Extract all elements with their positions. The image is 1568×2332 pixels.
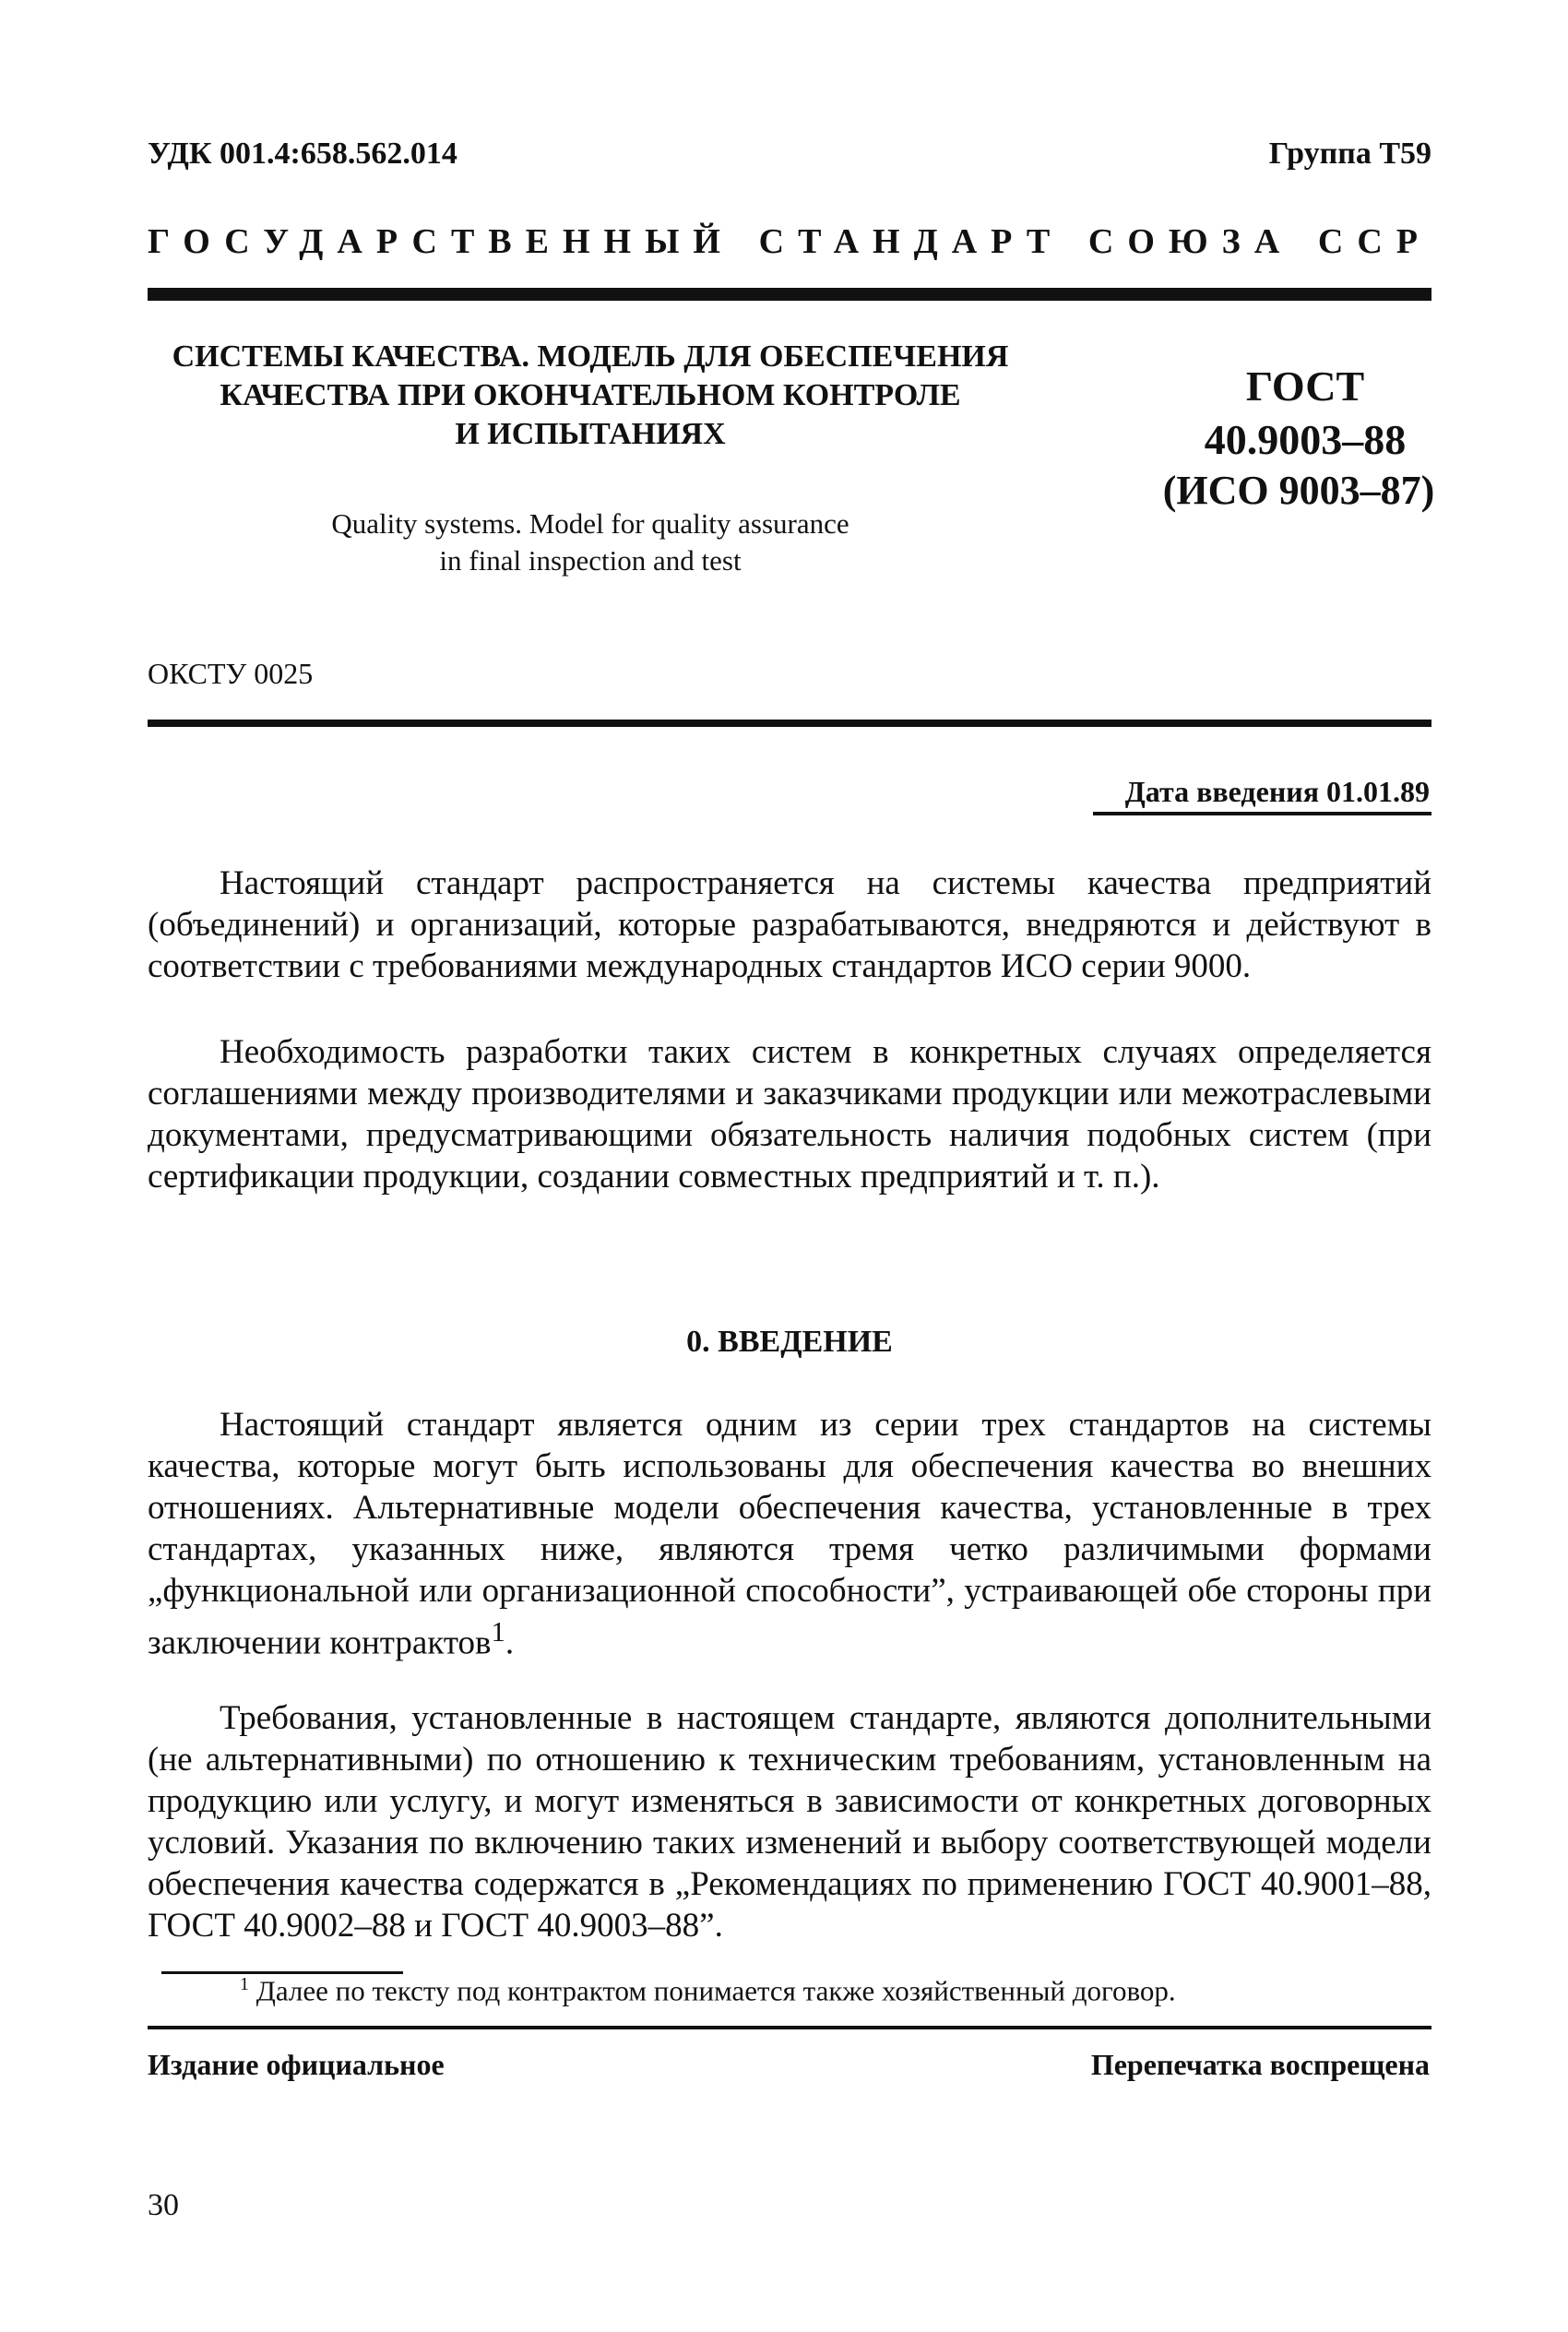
heading-word-standard: СТАНДАРТ xyxy=(758,222,1064,261)
paragraph-text: Необходимость разработки таких систем в конкретных случаях определяется соглашениями между производителями и заказчиками продукции или межотраслевыми документами, предусматривающими обязательность наличия подобных систем (при сертификации продукции, создании совместных предприятий и т. п.). xyxy=(148,1033,1431,1196)
paragraph-text: Требования, установленные в настоящем стандарте, являются дополнительными (не альтернативными) по отношению к техническим требованиям, установленным на продукцию или услугу, и могут изменяться в зависимости от конкретных договорных условий. Указания по включению таких изменений и выбору соответствующей модели обеспечения качества содержатся в „Рекомендациях по применению ГОСТ 40.9001–88, ГОСТ 40.9002–88 и ГОСТ 40.9003–88”. xyxy=(148,1699,1431,1945)
paragraph-necessity xyxy=(148,1031,1431,1197)
footnote-text: Далее по тексту под контрактом понимается также хозяйственный договор. xyxy=(255,1974,1176,2007)
group-code: Группа Т59 xyxy=(1268,137,1431,171)
title-ru-line: КАЧЕСТВА ПРИ ОКОНЧАТЕЛЬНОМ КОНТРОЛЕ xyxy=(220,378,961,412)
paragraph-end: . xyxy=(505,1624,515,1662)
title-ru-line: И ИСПЫТАНИЯХ xyxy=(455,417,726,451)
title-ru-line: СИСТЕМЫ КАЧЕСТВА. МОДЕЛЬ ДЛЯ ОБЕСПЕЧЕНИЯ xyxy=(172,339,1009,374)
heading-word-ussr: ССР xyxy=(1317,222,1431,261)
udk-code: УДК 001.4:658.562.014 xyxy=(148,137,457,171)
title-en-line: in final inspection and test xyxy=(439,544,742,577)
iso-equivalent: (ИСО 9003–87) xyxy=(1162,468,1435,513)
footer-divider xyxy=(148,2026,1431,2029)
effective-date: Дата введения 01.01.89 xyxy=(1124,775,1430,808)
page-number: 30 xyxy=(148,2188,179,2222)
heading-word-union: СОЮЗА xyxy=(1087,222,1294,261)
title-russian xyxy=(148,338,1033,454)
paragraph-text: Настоящий стандарт распространяется на системы качества предприятий (объединений) и организаций, которые разрабатываются, внедряются и действуют в соответствии с требованиями международных стандартов ИСО серии 9000. xyxy=(148,864,1431,985)
official-edition-label: Издание официальное xyxy=(148,2048,445,2081)
title-en-line: Quality systems. Model for quality assurance xyxy=(331,507,849,540)
title-english xyxy=(148,506,1033,579)
okstu-code: ОКСТУ 0025 xyxy=(148,657,314,690)
gost-label: ГОСТ xyxy=(1245,363,1365,410)
effective-date-underline xyxy=(1093,812,1431,815)
paragraph-introduction xyxy=(148,1404,1431,1663)
gost-number xyxy=(1171,360,1439,467)
header-divider xyxy=(148,288,1431,301)
paragraph-scope xyxy=(148,863,1431,987)
reprint-prohibited-label: Перепечатка воспрещена xyxy=(1090,2048,1430,2081)
state-standard-heading xyxy=(148,221,1431,262)
heading-word-state: ГОСУДАРСТВЕННЫЙ xyxy=(148,222,734,261)
paragraph-requirements xyxy=(148,1697,1431,1946)
footnote-mark: 1 xyxy=(240,1974,249,1994)
section-title-introduction: 0. ВВЕДЕНИЕ xyxy=(686,1325,893,1359)
title-divider xyxy=(148,720,1431,727)
gost-code: 40.9003–88 xyxy=(1204,416,1407,463)
paragraph-text: Настоящий стандарт является одним из серии трех стандартов на системы качества, которые могут быть использованы для обеспечения качества во внешних отношениях. Альтернативные модели обеспечения качества, установленные в трех стандартах, указанных ниже, являются тремя четко различимыми формами „функциональной или организационной способности”, устраивающей обе стороны при заключении контрактов xyxy=(148,1406,1431,1662)
footnote xyxy=(240,1974,1176,2007)
footnote-reference: 1 xyxy=(491,1616,505,1648)
